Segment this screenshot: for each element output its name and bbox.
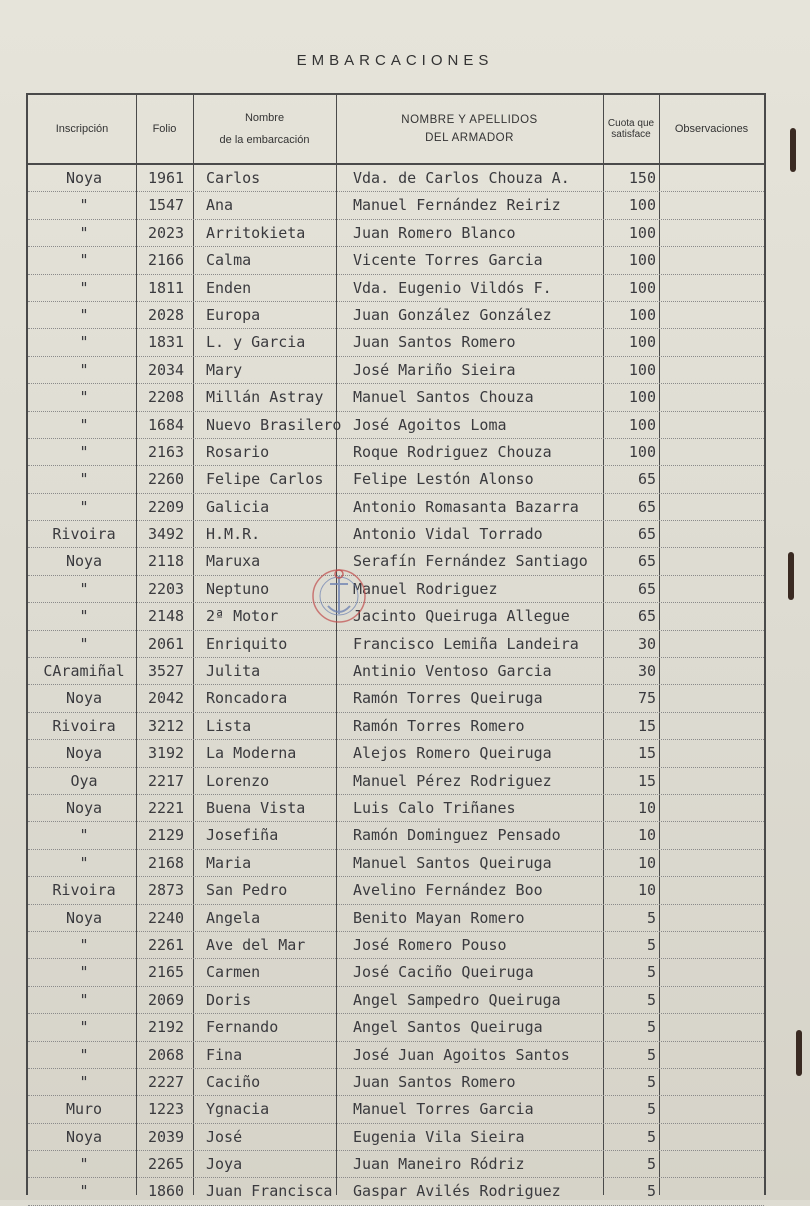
- cell-cuota: 100: [628, 442, 656, 461]
- cell-nombre: Neptuno: [206, 579, 270, 598]
- cell-cuota: 75: [637, 689, 656, 708]
- cell-armador: Vda. Eugenio Vildós F.: [353, 278, 552, 297]
- cell-inscripcion: ": [79, 388, 89, 407]
- cell-folio: 2034: [147, 360, 185, 379]
- table-row: [28, 740, 764, 767]
- table-row: [28, 685, 764, 712]
- cell-inscripcion: ": [79, 360, 89, 379]
- cell-folio: 2039: [147, 1127, 185, 1146]
- cell-cuota: 100: [628, 360, 656, 379]
- cell-folio: 2217: [147, 771, 185, 790]
- table-row: [28, 1069, 764, 1096]
- cell-cuota: 100: [628, 388, 656, 407]
- cell-cuota: 100: [628, 251, 656, 270]
- cell-cuota: 10: [637, 798, 656, 817]
- cell-cuota: 5: [646, 908, 656, 927]
- cell-nombre: Maria: [206, 853, 252, 872]
- cell-folio: 2260: [147, 470, 185, 489]
- cell-cuota: 65: [637, 607, 656, 626]
- cell-armador: Manuel Pérez Rodriguez: [353, 771, 552, 790]
- cell-folio: 2118: [147, 552, 185, 571]
- cell-armador: José Juan Agoitos Santos: [353, 1045, 570, 1064]
- table-row: [28, 576, 764, 603]
- cell-cuota: 5: [646, 935, 656, 954]
- cell-folio: 1547: [147, 196, 185, 215]
- cell-cuota: 10: [637, 826, 656, 845]
- cell-inscripcion: ": [79, 579, 89, 598]
- header-nombre: [193, 95, 336, 163]
- cell-armador: Manuel Santos Chouza: [353, 388, 534, 407]
- table-row: [28, 412, 764, 439]
- cell-armador: José Romero Pouso: [353, 935, 507, 954]
- cell-nombre: Ygnacia: [206, 1100, 270, 1119]
- cell-armador: José Mariño Sieira: [353, 360, 516, 379]
- cell-inscripcion: Noya: [65, 1127, 103, 1146]
- header-folio: Folio: [152, 123, 177, 135]
- table-row: [28, 548, 764, 575]
- cell-nombre: Carmen: [206, 963, 261, 982]
- cell-cuota: 30: [637, 662, 656, 681]
- cell-inscripcion: Noya: [65, 908, 103, 927]
- cell-cuota: 100: [628, 333, 656, 352]
- header-armador-line1: NOMBRE Y APELLIDOS: [401, 114, 538, 126]
- cell-armador: Benito Mayan Romero: [353, 908, 525, 927]
- cell-nombre: Europa: [206, 305, 261, 324]
- table-row: [28, 959, 764, 986]
- cell-armador: Juan González González: [353, 305, 552, 324]
- cell-inscripcion: Noya: [65, 169, 103, 187]
- cell-cuota: 5: [646, 1045, 656, 1064]
- cell-nombre: L. y Garcia: [206, 333, 306, 352]
- cell-folio: 2069: [147, 990, 185, 1009]
- table-row: [28, 247, 764, 274]
- table-row: [28, 631, 764, 658]
- page-edge-mark: [788, 552, 794, 600]
- cell-cuota: 5: [646, 990, 656, 1009]
- cell-inscripcion: Rivoira: [52, 525, 116, 544]
- table-row: [28, 192, 764, 219]
- header-armador-line2: DEL ARMADOR: [425, 132, 514, 144]
- cell-cuota: 5: [646, 1072, 656, 1091]
- cell-nombre: H.M.R.: [206, 525, 261, 544]
- cell-nombre: Arritokieta: [206, 223, 306, 242]
- header-nombre-line1: Nombre: [244, 112, 285, 124]
- cell-armador: Manuel Santos Queiruga: [353, 853, 552, 872]
- cell-inscripcion: ": [79, 415, 89, 434]
- cell-nombre: Roncadora: [206, 689, 288, 708]
- cell-inscripcion: ": [79, 305, 89, 324]
- cell-folio: 2873: [147, 881, 185, 900]
- cell-nombre: Buena Vista: [206, 798, 306, 817]
- cell-nombre: Enden: [206, 278, 252, 297]
- cell-cuota: 65: [637, 525, 656, 544]
- cell-nombre: San Pedro: [206, 881, 288, 900]
- page-edge-mark: [790, 128, 796, 172]
- cell-nombre: Felipe Carlos: [206, 470, 324, 489]
- cell-armador: José Caciño Queiruga: [353, 963, 534, 982]
- cell-nombre: Doris: [206, 990, 252, 1009]
- table-row: [28, 850, 764, 877]
- cell-inscripcion: ": [79, 607, 89, 626]
- cell-armador: Avelino Fernández Boo: [353, 881, 543, 900]
- cell-folio: 1684: [147, 415, 185, 434]
- table-row: [28, 932, 764, 959]
- cell-armador: Manuel Rodriguez: [353, 579, 498, 598]
- cell-inscripcion: ": [79, 963, 89, 982]
- cell-armador: Juan Santos Romero: [353, 333, 516, 352]
- cell-inscripcion: ": [79, 196, 89, 215]
- stamp-seal: [308, 556, 370, 636]
- cell-armador: Ramón Torres Romero: [353, 716, 525, 735]
- cell-cuota: 5: [646, 1182, 656, 1201]
- cell-nombre: Calma: [206, 251, 252, 270]
- cell-nombre: Mary: [206, 360, 243, 379]
- cell-folio: 2209: [147, 497, 185, 516]
- cell-armador: José Agoitos Loma: [353, 415, 507, 434]
- cell-folio: 3492: [147, 525, 185, 544]
- cell-nombre: Ave del Mar: [206, 935, 306, 954]
- table-row: [28, 439, 764, 466]
- cell-inscripcion: ": [79, 853, 89, 872]
- cell-cuota: 100: [628, 196, 656, 215]
- cell-armador: Roque Rodriguez Chouza: [353, 442, 552, 461]
- table-row: [28, 302, 764, 329]
- cell-inscripcion: Noya: [65, 552, 103, 571]
- cell-armador: Luis Calo Triñanes: [353, 798, 516, 817]
- cell-cuota: 65: [637, 470, 656, 489]
- cell-cuota: 5: [646, 1155, 656, 1174]
- table-row: [28, 384, 764, 411]
- cell-inscripcion: ": [79, 935, 89, 954]
- cell-inscripcion: ": [79, 442, 89, 461]
- cell-folio: 1223: [147, 1100, 185, 1119]
- cell-folio: 2042: [147, 689, 185, 708]
- cell-cuota: 5: [646, 1018, 656, 1037]
- cell-armador: Francisco Lemiña Landeira: [353, 634, 579, 653]
- table-row: [28, 987, 764, 1014]
- cell-inscripcion: ": [79, 251, 89, 270]
- cell-nombre: Nuevo Brasilero: [206, 415, 342, 434]
- cell-armador: Jacinto Queiruga Allegue: [353, 607, 570, 626]
- cell-inscripcion: ": [79, 1045, 89, 1064]
- table-row: [28, 466, 764, 493]
- cell-nombre: Joya: [206, 1155, 243, 1174]
- cell-armador: Juan Maneiro Ródriz: [353, 1155, 525, 1174]
- cell-cuota: 100: [628, 305, 656, 324]
- header-armador: [336, 95, 603, 163]
- cell-nombre: Lorenzo: [206, 771, 270, 790]
- cell-folio: 2148: [147, 607, 185, 626]
- table-row: [28, 1042, 764, 1069]
- table-row: [28, 1178, 764, 1205]
- cell-armador: Juan Romero Blanco: [353, 223, 516, 242]
- cell-folio: 2261: [147, 935, 185, 954]
- cell-cuota: 15: [637, 744, 656, 763]
- cell-cuota: 5: [646, 1127, 656, 1146]
- cell-armador: Antonio Vidal Torrado: [353, 525, 543, 544]
- cell-inscripcion: ": [79, 1018, 89, 1037]
- cell-armador: Antinio Ventoso Garcia: [353, 662, 552, 681]
- table-row: [28, 603, 764, 630]
- table-row: [28, 357, 764, 384]
- table-row: [28, 1151, 764, 1178]
- cell-inscripcion: ": [79, 333, 89, 352]
- table-row: [28, 713, 764, 740]
- header-cuota: Cuota que satisface: [607, 118, 655, 140]
- cell-armador: Angel Sampedro Queiruga: [353, 990, 561, 1009]
- cell-armador: Vicente Torres Garcia: [353, 251, 543, 270]
- cell-armador: Angel Santos Queiruga: [353, 1018, 543, 1037]
- cell-armador: Vda. de Carlos Chouza A.: [353, 169, 570, 187]
- cell-folio: 3527: [147, 662, 185, 681]
- cell-folio: 2061: [147, 634, 185, 653]
- cell-nombre: La Moderna: [206, 744, 297, 763]
- cell-inscripcion: Noya: [65, 798, 103, 817]
- table-row: [28, 822, 764, 849]
- cell-folio: 3192: [147, 744, 185, 763]
- cell-folio: 1811: [147, 278, 185, 297]
- cell-folio: 1831: [147, 333, 185, 352]
- cell-cuota: 10: [637, 853, 656, 872]
- cell-armador: Serafín Fernández Santiago: [353, 552, 588, 571]
- cell-inscripcion: ": [79, 826, 89, 845]
- cell-nombre: Juan Francisca: [206, 1182, 333, 1201]
- cell-cuota: 65: [637, 552, 656, 571]
- cell-inscripcion: ": [79, 990, 89, 1009]
- cell-folio: 1860: [147, 1182, 185, 1201]
- cell-inscripcion: ": [79, 470, 89, 489]
- cell-inscripcion: Muro: [65, 1100, 103, 1119]
- cell-armador: Gaspar Avilés Rodriguez: [353, 1182, 561, 1201]
- cell-cuota: 5: [646, 963, 656, 982]
- cell-nombre: Julita: [206, 662, 261, 681]
- cell-inscripcion: ": [79, 223, 89, 242]
- table-row: [28, 275, 764, 302]
- cell-inscripcion: ": [79, 1155, 89, 1174]
- cell-folio: 2028: [147, 305, 185, 324]
- cell-cuota: 150: [628, 169, 656, 187]
- cell-nombre: Ana: [206, 196, 234, 215]
- cell-armador: Manuel Torres Garcia: [353, 1100, 534, 1119]
- cell-folio: 2166: [147, 251, 185, 270]
- cell-nombre: 2ª Motor: [206, 607, 279, 626]
- cell-inscripcion: ": [79, 278, 89, 297]
- table-row: [28, 795, 764, 822]
- table-row: [28, 877, 764, 904]
- cell-inscripcion: Rivoira: [52, 716, 116, 735]
- cell-nombre: Rosario: [206, 442, 270, 461]
- page-edge-mark: [796, 1030, 802, 1076]
- cell-folio: 2163: [147, 442, 185, 461]
- cell-folio: 2203: [147, 579, 185, 598]
- vessels-table: [26, 93, 766, 1201]
- cell-folio: 2165: [147, 963, 185, 982]
- page-title: EMBARCACIONES: [296, 52, 494, 69]
- cell-inscripcion: ": [79, 1072, 89, 1091]
- cell-folio: 2227: [147, 1072, 185, 1091]
- cell-folio: 2265: [147, 1155, 185, 1174]
- cell-inscripcion: ": [79, 497, 89, 516]
- cell-folio: 2240: [147, 908, 185, 927]
- cell-armador: Ramón Dominguez Pensado: [353, 826, 561, 845]
- table-row: [28, 521, 764, 548]
- cell-nombre: Millán Astray: [206, 388, 324, 407]
- cell-armador: Ramón Torres Queiruga: [353, 689, 543, 708]
- header-inscripcion: Inscripción: [55, 123, 109, 135]
- cell-nombre: Fernando: [206, 1018, 279, 1037]
- cell-nombre: Galicia: [206, 497, 270, 516]
- cell-inscripcion: Rivoira: [52, 881, 116, 900]
- cell-folio: 2129: [147, 826, 185, 845]
- cell-armador: Antonio Romasanta Bazarra: [353, 497, 579, 516]
- cell-nombre: Fina: [206, 1045, 243, 1064]
- cell-cuota: 65: [637, 579, 656, 598]
- cell-armador: Manuel Fernández Reiriz: [353, 196, 561, 215]
- cell-folio: 2068: [147, 1045, 185, 1064]
- table-row: [28, 768, 764, 795]
- cell-nombre: José: [206, 1127, 243, 1146]
- cell-cuota: 65: [637, 497, 656, 516]
- cell-nombre: Carlos: [206, 169, 261, 187]
- cell-cuota: 10: [637, 881, 656, 900]
- cell-cuota: 15: [637, 716, 656, 735]
- cell-folio: 2221: [147, 798, 185, 817]
- cell-folio: 2208: [147, 388, 185, 407]
- table-row: [28, 494, 764, 521]
- header-nombre-line2: de la embarcación: [219, 134, 310, 146]
- table-body: [28, 165, 764, 1206]
- cell-folio: 3212: [147, 716, 185, 735]
- cell-cuota: 100: [628, 223, 656, 242]
- table-header: [28, 95, 764, 165]
- cell-nombre: Lista: [206, 716, 252, 735]
- table-row: [28, 1124, 764, 1151]
- cell-cuota: 30: [637, 634, 656, 653]
- cell-cuota: 100: [628, 278, 656, 297]
- cell-nombre: Caciño: [206, 1072, 261, 1091]
- cell-nombre: Maruxa: [206, 552, 261, 571]
- header-observaciones: Observaciones: [674, 123, 749, 135]
- cell-cuota: 100: [628, 415, 656, 434]
- cell-folio: 1961: [147, 169, 185, 187]
- table-row: [28, 1096, 764, 1123]
- table-row: [28, 658, 764, 685]
- cell-cuota: 15: [637, 771, 656, 790]
- cell-armador: Felipe Lestón Alonso: [353, 470, 534, 489]
- table-row: [28, 905, 764, 932]
- cell-inscripcion: Noya: [65, 744, 103, 763]
- cell-nombre: Angela: [206, 908, 261, 927]
- cell-folio: 2192: [147, 1018, 185, 1037]
- table-row: [28, 1014, 764, 1041]
- cell-armador: Juan Santos Romero: [353, 1072, 516, 1091]
- cell-inscripcion: ": [79, 1182, 89, 1201]
- cell-inscripcion: ": [79, 634, 89, 653]
- cell-nombre: Enriquito: [206, 634, 288, 653]
- table-row: [28, 220, 764, 247]
- table-row: [28, 329, 764, 356]
- cell-inscripcion: CAramiñal: [43, 662, 125, 681]
- cell-folio: 2168: [147, 853, 185, 872]
- cell-inscripcion: Noya: [65, 689, 103, 708]
- table-row: [28, 165, 764, 192]
- cell-cuota: 5: [646, 1100, 656, 1119]
- cell-inscripcion: Oya: [70, 771, 98, 790]
- cell-armador: Alejos Romero Queiruga: [353, 744, 552, 763]
- cell-folio: 2023: [147, 223, 185, 242]
- cell-armador: Eugenia Vila Sieira: [353, 1127, 525, 1146]
- cell-nombre: Josefiña: [206, 826, 279, 845]
